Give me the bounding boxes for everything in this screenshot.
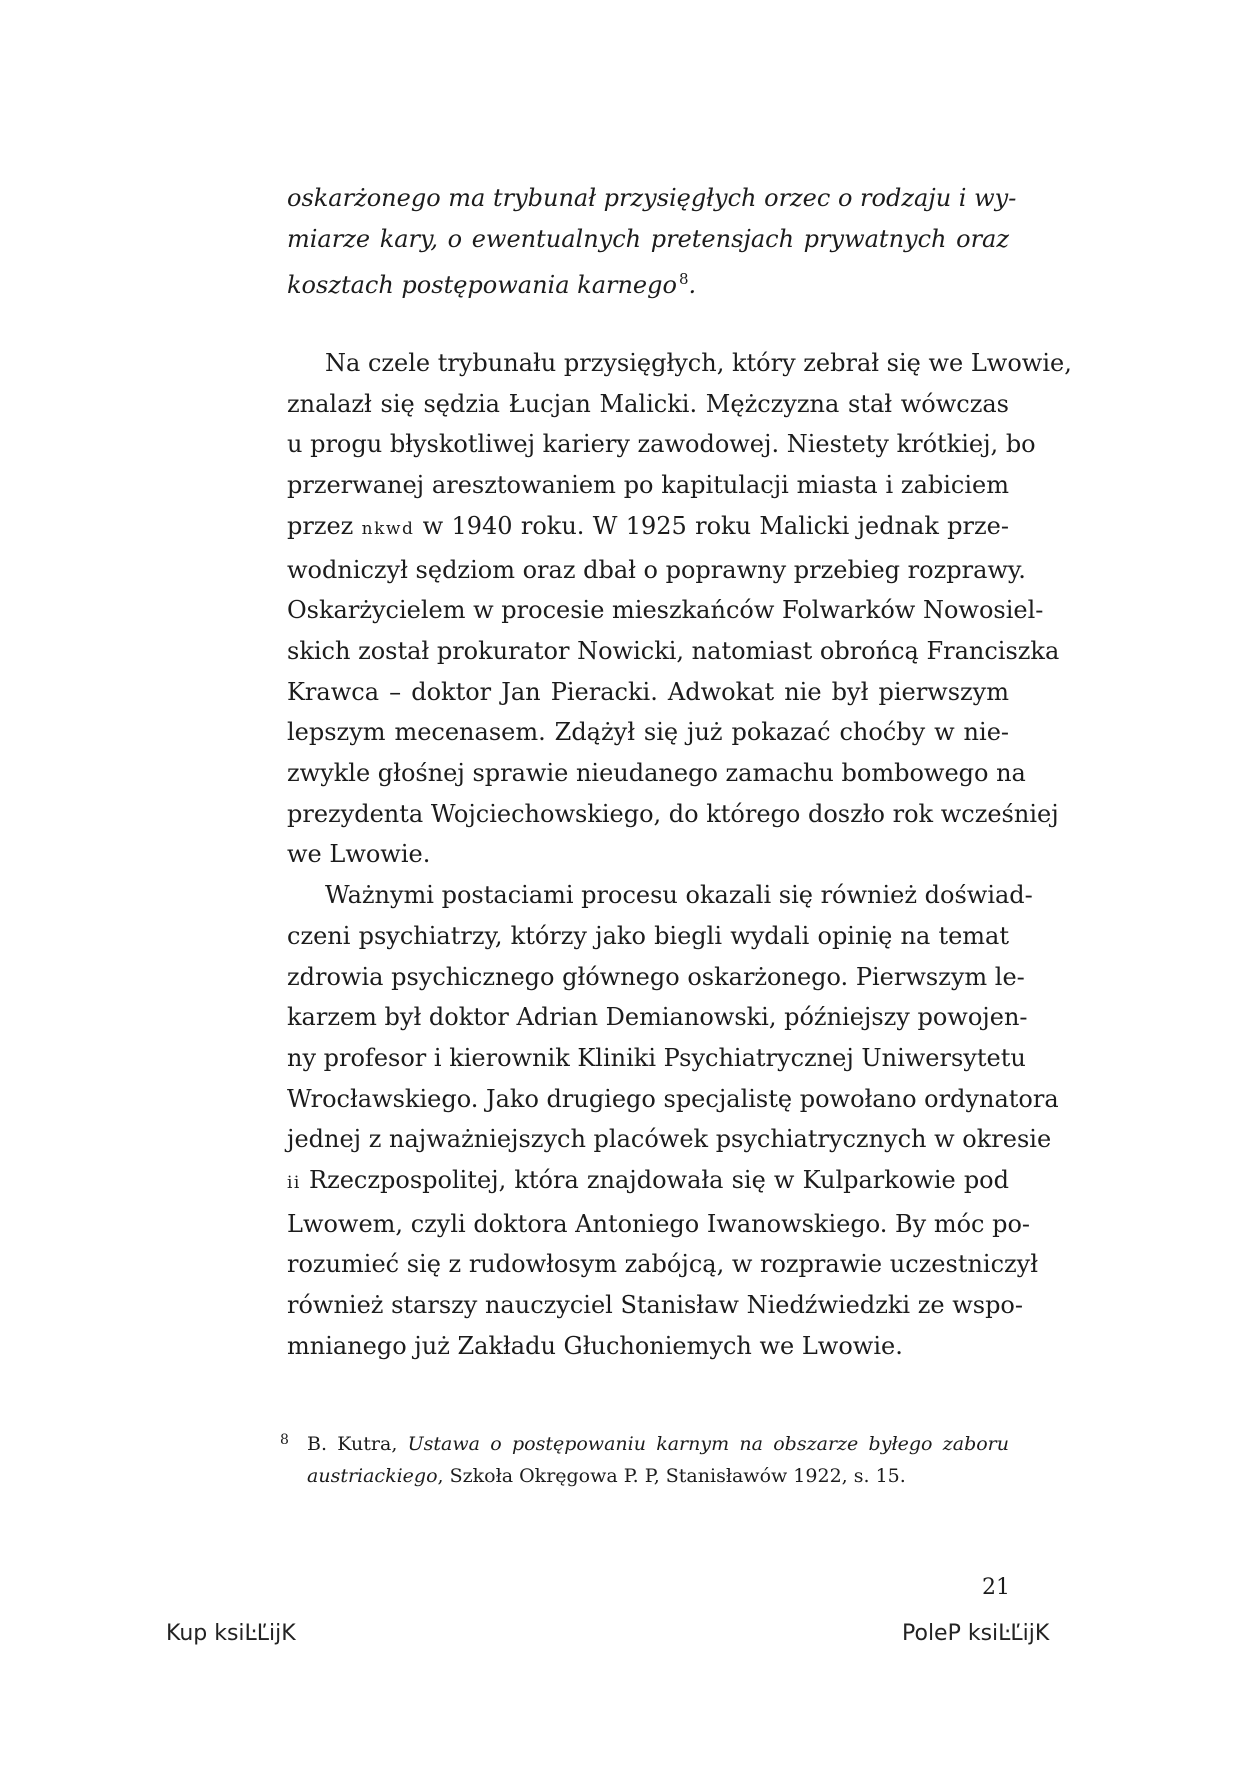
paragraph-line: lepszym mecenasem. Zdążył się już pokazać choćby w nie- <box>287 718 1009 747</box>
footnote-title: Ustawa o postępowaniu karnym na obszarze byłego zaboru <box>407 1433 1009 1455</box>
line-text: w 1940 roku. W 1925 roku Malicki jednak prze- <box>414 511 1009 540</box>
footnote-title-cont: austriackiego <box>307 1465 438 1487</box>
paragraph-line: Wrocławskiego. Jako drugiego specjalistę powołano ordynatora <box>287 1084 1059 1113</box>
paragraph-line: Oskarżycielem w procesie mieszkańców Folwarków Nowosiel- <box>287 596 1044 625</box>
paragraph-line: Krawca – doktor Jan Pieracki. Adwokat nie był pierwszym <box>287 677 1009 706</box>
line-text: przez <box>287 511 362 540</box>
quote-line <box>287 259 1009 306</box>
paragraph-line: karzem był doktor Adrian Demianowski, późniejszy powojen- <box>287 1003 1028 1032</box>
quote-end: . <box>688 271 697 299</box>
footnote-mark: 8 <box>280 1432 289 1448</box>
paragraph-line: u progu błyskotliwej kariery zawodowej. Niestety krótkiej, bo <box>287 430 1036 459</box>
paragraph-line: wodniczył sędziom oraz dbał o poprawny przebieg rozprawy. <box>287 555 1026 584</box>
paragraph-line: zwykle głośnej sprawie nieudanego zamachu bombowego na <box>287 759 1026 788</box>
paragraph-line: skich został prokurator Nowicki, natomiast obrońcą Franciszka <box>287 636 1060 665</box>
body-text <box>287 343 1072 1367</box>
paragraph-line: również starszy nauczyciel Stanisław Niedźwiedzki ze wspo- <box>287 1291 1023 1320</box>
paragraph-line: we Lwowie. <box>287 840 431 869</box>
footnote-publication: , Szkoła Okręgowa P. P, Stanisławów 1922, s. 15. <box>437 1465 906 1487</box>
paragraph-line: czeni psychiatrzy, którzy jako biegli wydali opinię na temat <box>287 921 1009 950</box>
line-text: Rzeczpospolitej, która znajdowała się w Kulparkowie pod <box>300 1166 1009 1195</box>
paragraph-line: przerwanej aresztowaniem po kapitulacji miasta i zabiciem <box>287 471 1009 500</box>
footnote-line <box>307 1428 1009 1460</box>
paragraph-line: Ważnymi postaciami procesu okazali się również doświad- <box>325 881 1033 910</box>
page-number: 21 <box>982 1575 1010 1600</box>
footnote-line <box>307 1460 1009 1492</box>
paragraph-line <box>287 506 1009 550</box>
paragraph-line: rozumieć się z rudowłosym zabójcą, w rozprawie uczestniczył <box>287 1250 1039 1279</box>
footnote <box>280 1428 1009 1492</box>
paragraph-line: zdrowia psychicznego głównego oskarżonego. Pierwszym le- <box>287 962 1025 991</box>
abbreviation-nkwd: nkwd <box>361 518 415 539</box>
paragraph-line: znalazł się sędzia Łucjan Malicki. Mężczyzna stał wówczas <box>287 389 1009 418</box>
recommend-book-link[interactable]: PoleP ksiĿĽĳK <box>902 1621 1050 1646</box>
quote-line: oskarżonego ma trybunał przysięgłych orzec o rodzaju i wy- <box>287 184 1017 212</box>
paragraph-1 <box>287 343 1072 875</box>
quote-line: miarze kary, o ewentualnych pretensjach prywatnych oraz <box>287 224 1009 253</box>
abbreviation-roman-numeral: ii <box>287 1173 301 1194</box>
paragraph-2 <box>287 875 1059 1366</box>
paragraph-line: mnianego już Zakładu Głuchoniemych we Lwowie. <box>287 1331 903 1360</box>
footnote-reference[interactable]: 8 <box>678 270 689 288</box>
footnote-author: B. Kutra, <box>307 1433 408 1455</box>
paragraph-line: jednej z najważniejszych placówek psychiatrycznych w okresie <box>287 1125 1052 1154</box>
paragraph-line <box>287 1160 1009 1204</box>
paragraph-line: Na czele trybunału przysięgłych, który zebrał się we Lwowie, <box>325 349 1072 377</box>
paragraph-line: Lwowem, czyli doktora Antoniego Iwanowskiego. By móc po- <box>287 1209 1031 1238</box>
paragraph-line: ny profesor i kierownik Kliniki Psychiatrycznej Uniwersytetu <box>287 1043 1026 1072</box>
buy-book-link[interactable]: Kup ksiĿĽĳK <box>166 1621 296 1646</box>
quoted-passage <box>287 178 1017 306</box>
paragraph-line: prezydenta Wojciechowskiego, do którego doszło rok wcześniej <box>287 799 1059 828</box>
quote-line-text: kosztach postępowania karnego <box>287 271 677 299</box>
